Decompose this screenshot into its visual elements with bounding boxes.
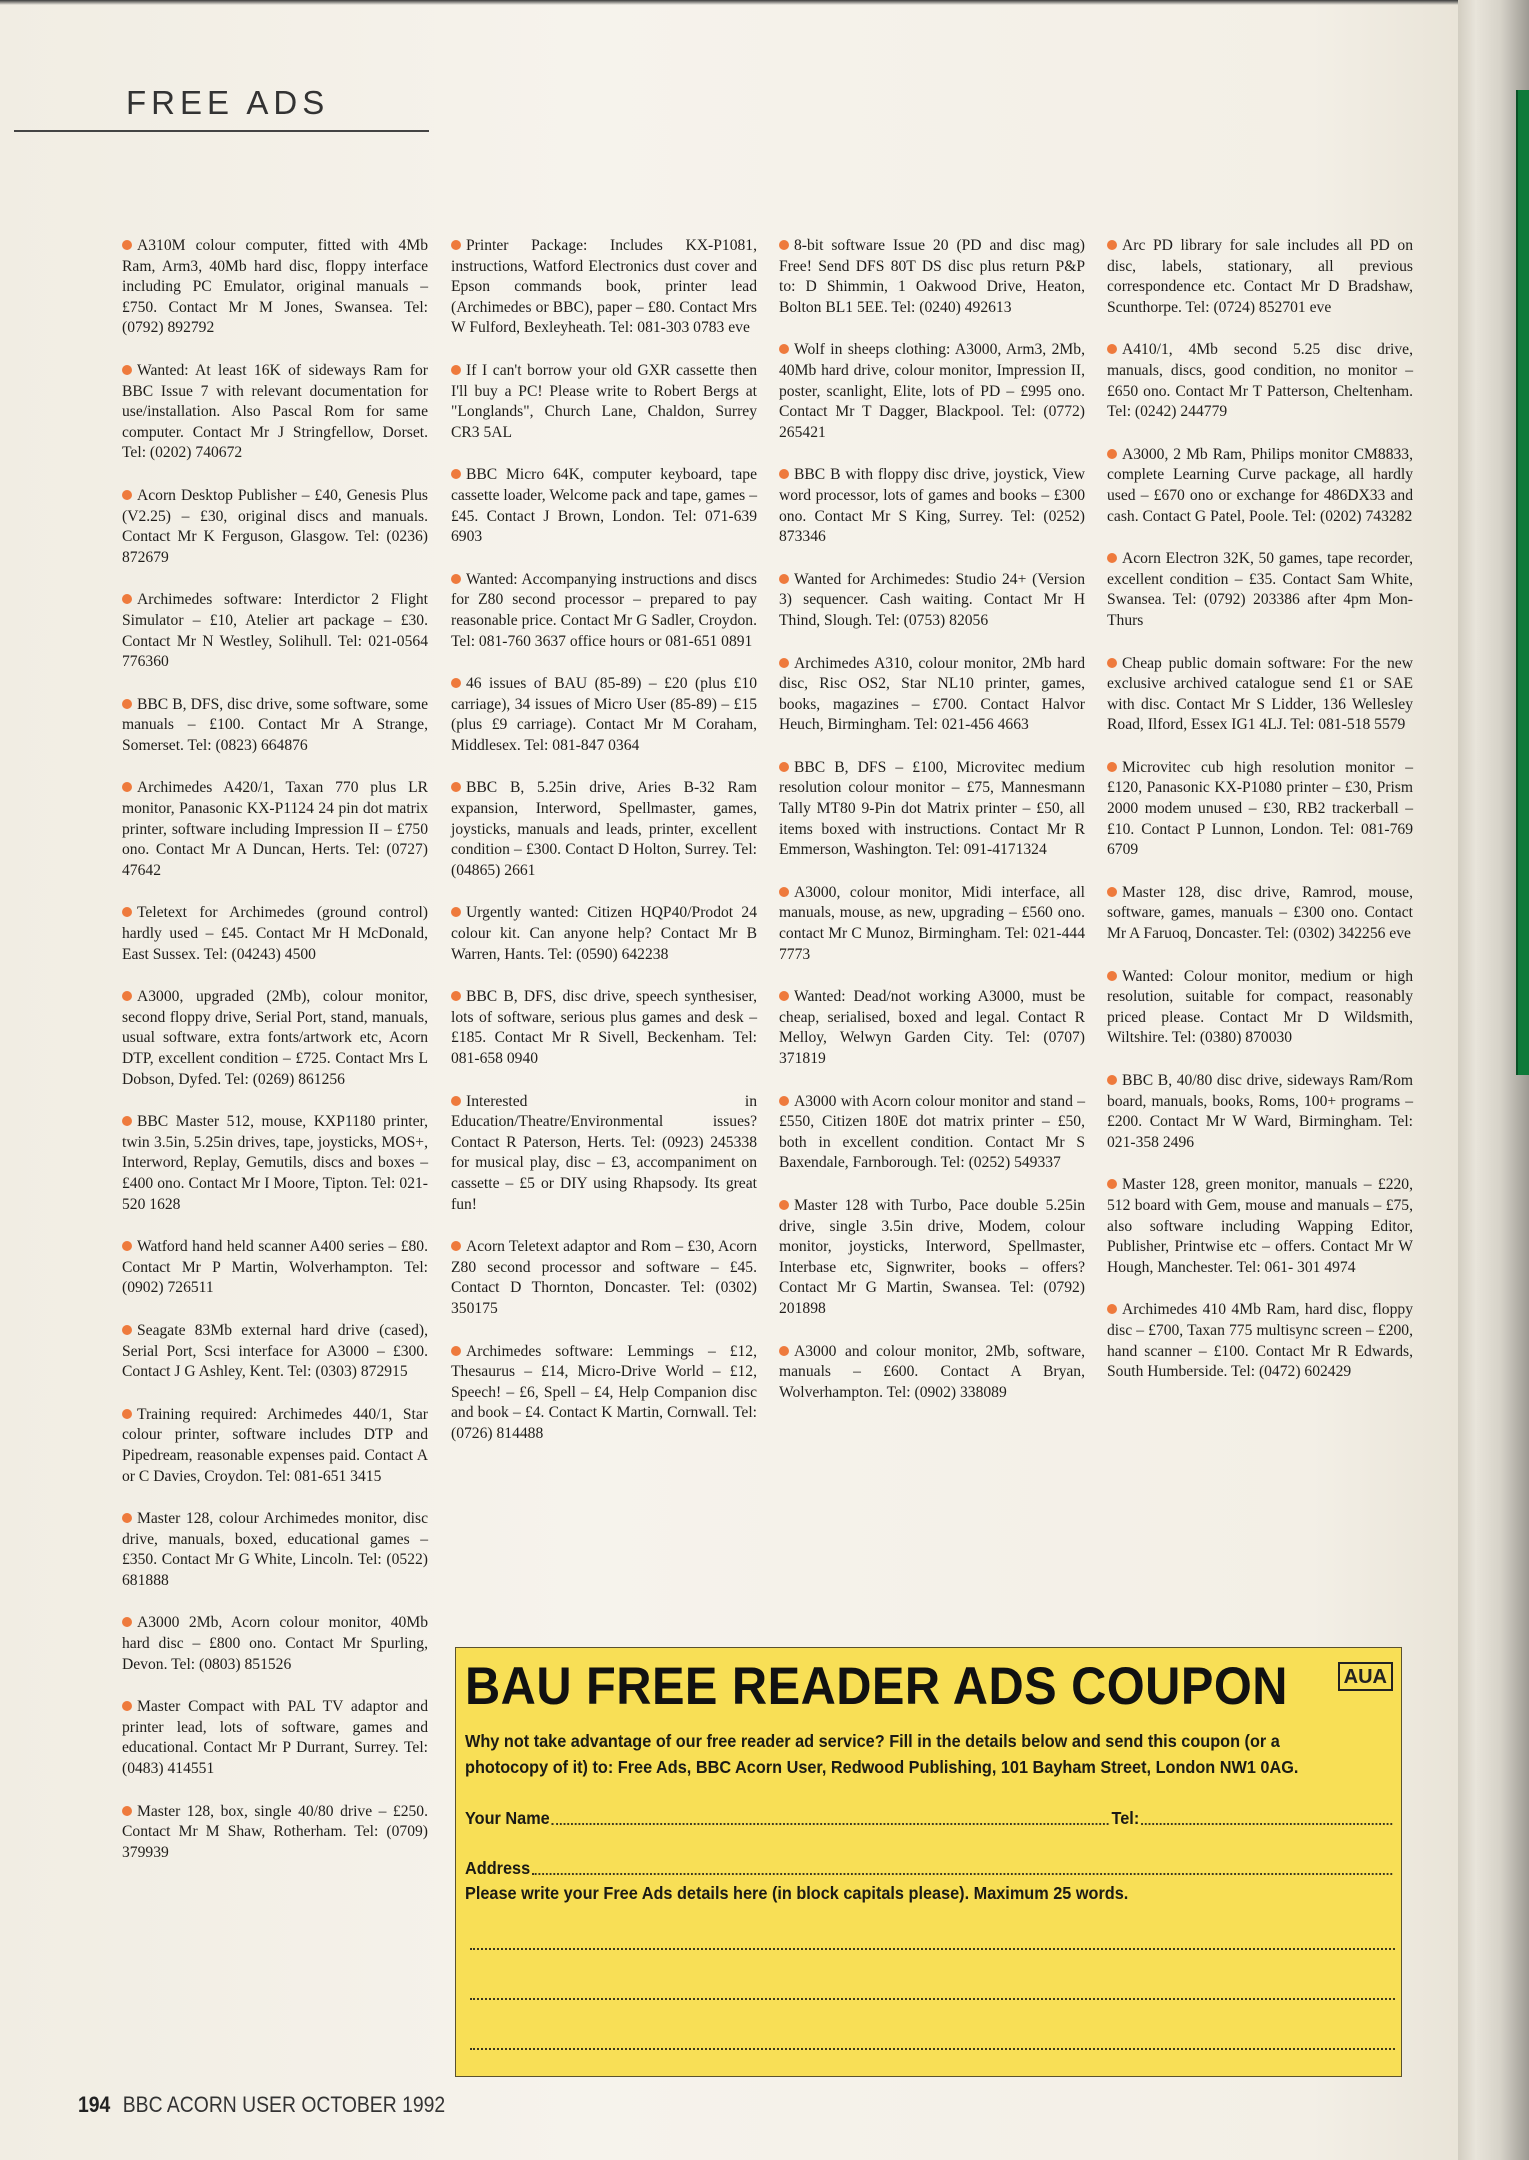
classified-ad — [779, 758, 1085, 861]
ad-text: Wolf in sheeps clothing: A3000, Arm3, 2Mb, 40Mb hard drive, colour monitor, Impression II, poster, scanlight, Elite, lots of PD – £995 ono. Contact Mr T Dagger, Blackpool. Tel: (0772) 265421 — [779, 341, 1085, 441]
ad-text: Wanted: At least 16K of sideways Ram for BBC Issue 7 with relevant documentation for use/installation. Also Pascal Rom for same computer. Contact Mr J Stringfellow, Dorset. Tel: (0202) 740672 — [122, 361, 428, 462]
coupon-instructions: Please write your Free Ads details here (in block capitals please). Maximum 25 words. — [465, 1883, 1129, 1903]
bullet-icon — [1107, 658, 1117, 668]
bullet-icon — [779, 574, 789, 584]
ad-text: A3000, 2 Mb Ram, Philips monitor CM8833, complete Learning Curve package, all hardly used – £670 ono or exchange for 486DX33 and cash. Contact G Patel, Poole. Tel: (0202) 743282 — [1107, 445, 1413, 525]
classified-ad — [779, 654, 1085, 736]
ad-text: Wanted: Colour monitor, medium or high resolution, suitable for compact, reasonably priced please. Contact Mr D Wildsmith, Wiltshire. Tel: (0380) 870030 — [1107, 967, 1413, 1047]
bullet-icon — [1107, 1304, 1117, 1314]
ad-text: BBC B, DFS, disc drive, speech synthesiser, lots of software, serious plus games and desk – £185. Contact Mr R Sivell, Beckenham. Tel: 081-658 0940 — [451, 988, 757, 1067]
ad-text: BBC Master 512, mouse, KXP1180 printer, twin 3.5in, 5.25in drives, tape, joysticks, MOS+, Interword, Replay, Gemutils, discs and boxes – £400 ono. Contact Mr I Moore, Tipton. Tel: 021-520 1628 — [122, 1113, 428, 1213]
coupon-intro: Why not take advantage of our free reader ad service? Fill in the details below and send this coupon (or a photocopy of it) to: Free Ads, BBC Acorn User, Redwood Publishing, 101 Bayham Street, London NW1 0AG. — [465, 1731, 1299, 1777]
bullet-icon — [451, 574, 461, 584]
ad-text: Archimedes software: Lemmings – £12, Thesaurus – £14, Micro-Drive World – £12, Speech! – £6, Spell – £4, Help Companion disc and book – £4. Contact K Martin, Cornwall. Tel: (0726) 814488 — [451, 1342, 757, 1442]
classified-ad — [779, 236, 1085, 318]
ad-text: Master 128, box, single 40/80 drive – £250. Contact Mr M Shaw, Rotherham. Tel: (0709) 379939 — [122, 1802, 428, 1861]
classified-ad — [1107, 758, 1413, 861]
address-label: Address — [465, 1858, 531, 1878]
bullet-icon — [451, 991, 461, 1001]
classified-ad — [779, 1092, 1085, 1174]
classified-ad — [451, 674, 757, 756]
bullet-icon — [122, 594, 132, 604]
classified-ad — [779, 1196, 1085, 1320]
classified-ad — [779, 883, 1085, 965]
classified-ad — [1107, 1300, 1413, 1382]
bullet-icon — [779, 1200, 789, 1210]
tel-label: Tel: — [1111, 1808, 1140, 1828]
ad-text: Microvitec cub high resolution monitor – £120, Panasonic KX-P1080 printer – £30, Prism 2000 modem unused – £30, RB2 trackerball – £10. Contact P Lunnon, London. Tel: 081-769 6709 — [1107, 758, 1413, 859]
classified-ad — [1107, 1175, 1413, 1278]
classified-ad — [122, 987, 428, 1090]
ad-text: A3000, colour monitor, Midi interface, all manuals, mouse, as new, upgrading – £560 ono. contact Mr C Munoz, Birmingham. Tel: 021-444 7773 — [779, 883, 1085, 963]
ads-column-3 — [779, 236, 1085, 1425]
bullet-icon — [122, 907, 132, 917]
ad-text: Seagate 83Mb external hard drive (cased), Serial Port, Scsi interface for A3000 – £300. Contact J G Ashley, Kent. Tel: (0303) 872915 — [122, 1321, 428, 1381]
ads-column-4 — [1107, 236, 1413, 1405]
classified-ad — [1107, 340, 1413, 422]
classified-ad — [122, 361, 428, 464]
page-footer — [78, 2092, 445, 2118]
classified-ad — [1107, 967, 1413, 1049]
bullet-icon — [1107, 449, 1117, 459]
bullet-icon — [451, 907, 461, 917]
ad-text: Archimedes software: Interdictor 2 Flight Simulator – £10, Atelier art package – £30. Contact Mr N Westley, Solihull. Tel: 021-0564 776360 — [122, 591, 428, 671]
ad-text: Archimedes 410 4Mb Ram, hard disc, floppy disc – £700, Taxan 775 multisync screen – £200, hand scanner – £100. Contact Mr R Edwards, South Humberside. Tel: (0472) 602429 — [1107, 1301, 1413, 1381]
bullet-icon — [1107, 553, 1117, 563]
classified-ad — [122, 903, 428, 965]
classified-ad — [779, 1342, 1085, 1404]
classified-ad — [1107, 1071, 1413, 1153]
bullet-icon — [451, 240, 461, 250]
ad-text: Master 128, green monitor, manuals – £220, 512 board with Gem, mouse and manuals – £75, also software including Wapping Editor, Publisher, Printwise etc – offers. Contact Mr W Hough, Manchester. Tel: 061- 301 4974 — [1107, 1176, 1413, 1276]
ad-text: BBC B, 40/80 disc drive, sideways Ram/Rom board, manuals, books, Roms, 100+ programs – £200. Contact Mr W Ward, Birmingham. Tel: 021-358 2496 — [1107, 1072, 1413, 1151]
name-field[interactable] — [552, 1811, 1109, 1825]
ad-text: A3000 and colour monitor, 2Mb, software, manuals – £600. Contact A Bryan, Wolverhampton. Tel: (0902) 338089 — [779, 1342, 1085, 1401]
page-number: 194 — [78, 2092, 111, 2117]
ad-text: Acorn Electron 32K, 50 games, tape recorder, excellent condition – £35. Contact Sam White, Swansea. Tel: (0792) 203386 after 4pm Mon-Thurs — [1107, 550, 1413, 629]
ad-text: A3000 2Mb, Acorn colour monitor, 40Mb hard disc – £800 ono. Contact Mr Spurling, Devon. Tel: (0803) 851526 — [122, 1614, 428, 1673]
classified-ad — [451, 570, 757, 652]
ad-text: Interested in Education/Theatre/Environmental issues? Contact R Paterson, Herts. Tel: (0923) 245338 for musical play, disc – £3, accompaniment on cassette – £5 or DIY using Rhapsody. Its great fun! — [451, 1092, 757, 1213]
classified-ad — [122, 1405, 428, 1487]
classified-ad — [1107, 549, 1413, 631]
ad-text: BBC B with floppy disc drive, joystick, View word processor, lots of games and books – £300 ono. Contact Mr S King, Surrey. Tel: (0252) 873346 — [779, 466, 1085, 546]
classified-ad — [122, 695, 428, 757]
classified-ad — [122, 1112, 428, 1215]
bullet-icon — [779, 991, 789, 1001]
bullet-icon — [122, 1806, 132, 1816]
bullet-icon — [122, 1513, 132, 1523]
ad-text-line-2[interactable] — [470, 1998, 1395, 2000]
ad-text: Watford hand held scanner A400 series – £80. Contact Mr P Martin, Wolverhampton. Tel: (0902) 726511 — [122, 1238, 428, 1297]
bullet-icon — [451, 1096, 461, 1106]
bullet-icon — [1107, 971, 1117, 981]
ad-text: Acorn Desktop Publisher – £40, Genesis Plus (V2.25) – £30, original discs and manuals. Contact Mr K Ferguson, Glasgow. Tel: (0236) 872679 — [122, 486, 428, 566]
bullet-icon — [451, 678, 461, 688]
ads-column-2 — [451, 236, 757, 1467]
bullet-icon — [779, 469, 789, 479]
classified-ad — [451, 903, 757, 965]
classified-ad — [122, 1237, 428, 1299]
classified-ad — [451, 778, 757, 881]
bullet-icon — [779, 1096, 789, 1106]
bullet-icon — [122, 699, 132, 709]
ad-text: BBC Micro 64K, computer keyboard, tape cassette loader, Welcome pack and tape, games – £45. Contact J Brown, London. Tel: 071-639 6903 — [451, 466, 757, 546]
ad-text: BBC B, DFS – £100, Microvitec medium resolution colour monitor – £75, Mannesmann Tally MT80 9-Pin dot Matrix printer – £50, all items boxed with instructions. Contact Mr R Emmerson, Washington. Tel: 091-4171324 — [779, 758, 1085, 859]
classified-ad — [451, 361, 757, 443]
ad-text: Printer Package: Includes KX-P1081, instructions, Watford Electronics dust cover and Epson commands book, printer lead (Archimedes or BBC), paper – £80. Contact Mrs W Fulford, Bexleyheath. Tel: 081-303 0783 eve — [451, 237, 757, 337]
classified-ad — [122, 486, 428, 568]
classified-ad — [779, 570, 1085, 632]
bullet-icon — [451, 782, 461, 792]
ads-column-1 — [122, 236, 428, 1885]
ad-text: Master Compact with PAL TV adaptor and printer lead, lots of software, games and educational. Contact Mr P Durrant, Surrey. Tel: (0483) 414551 — [122, 1698, 428, 1778]
bullet-icon — [1107, 1075, 1117, 1085]
classified-ad — [122, 778, 428, 881]
bullet-icon — [451, 1346, 461, 1356]
ad-text: Arc PD library for sale includes all PD on disc, labels, stationary, all previous correspondence etc. Contact Mr D Bradshaw, Scunthorpe. Tel: (0724) 852701 eve — [1107, 237, 1413, 316]
ad-text: 8-bit software Issue 20 (PD and disc mag) Free! Send DFS 80T DS disc plus return P&P to: D Shimmin, 1 Oakwood Drive, Heaton, Bolton BL1 5EE. Tel: (0240) 492613 — [779, 237, 1085, 316]
classified-ad — [451, 465, 757, 547]
bullet-icon — [122, 1325, 132, 1335]
ad-text-line-1[interactable] — [470, 1948, 1395, 1950]
ad-text: Cheap public domain software: For the new exclusive archived catalogue send £1 or SAE with disc. Contact Mr S Lidder, 136 Wellesley Road, Ilford, Essex IG1 4LJ. Tel: 081-518 5579 — [1107, 654, 1413, 734]
bullet-icon — [451, 1241, 461, 1251]
classified-ad — [1107, 654, 1413, 736]
ad-text: A310M colour computer, fitted with 4Mb Ram, Arm3, 40Mb hard disc, floppy interface including PC Emulator, original manuals – £750. Contact Mr M Jones, Swansea. Tel: (0792) 892792 — [122, 237, 428, 337]
bullet-icon — [451, 469, 461, 479]
classified-ad — [779, 340, 1085, 443]
ad-text: A3000, upgraded (2Mb), colour monitor, second floppy drive, Serial Port, stand, manuals, usual software, extra fonts/artwork etc, Acorn DTP, excellent condition – £725. Contact Mrs L Dobson, Dyfed. Tel: (0269) 861256 — [122, 988, 428, 1088]
bullet-icon — [122, 1116, 132, 1126]
publication-name: BBC ACORN USER OCTOBER 1992 — [122, 2092, 446, 2117]
classified-ad — [451, 987, 757, 1069]
classified-ad — [1107, 236, 1413, 318]
bullet-icon — [122, 1241, 132, 1251]
bullet-icon — [122, 365, 132, 375]
bullet-icon — [779, 240, 789, 250]
bullet-icon — [779, 658, 789, 668]
bullet-icon — [1107, 887, 1117, 897]
name-label: Your Name — [465, 1808, 550, 1828]
bullet-icon — [1107, 240, 1117, 250]
tel-field[interactable] — [1141, 1811, 1392, 1825]
classified-ad — [779, 465, 1085, 547]
ad-text: Acorn Teletext adaptor and Rom – £30, Acorn Z80 second processor and software – £45. Contact D Thornton, Doncaster. Tel: (0302) 350175 — [451, 1238, 757, 1317]
ad-text: Archimedes A310, colour monitor, 2Mb hard disc, Risc OS2, Star NL10 printer, games, books, magazines – £700. Contact Halvor Heuch, Birmingham. Tel: 021-456 4663 — [779, 654, 1085, 734]
bullet-icon — [779, 887, 789, 897]
ad-text: If I can't borrow your old GXR cassette then I'll buy a PC! Please write to Robert Bergs at "Longlands", Church Lane, Chaldon, Surrey CR3 5AL — [451, 361, 757, 441]
bullet-icon — [1107, 1179, 1117, 1189]
ad-text: Master 128 with Turbo, Pace double 5.25in drive, single 3.5in drive, Modem, colour monitor, joysticks, Interword, Spellmaster, Interbase etc, Signwriter, books – offers? Contact Mr G Martin, Swansea. Tel: (0792) 201898 — [779, 1196, 1085, 1317]
classified-ad — [779, 987, 1085, 1069]
page-top-shadow — [0, 0, 1458, 5]
ad-text: Wanted: Dead/not working A3000, must be cheap, serialised, boxed and legal. Contact R Melloy, Welwyn Garden City. Tel: (0707) 371819 — [779, 988, 1085, 1067]
classified-ad — [122, 1697, 428, 1779]
reader-ads-coupon — [455, 1647, 1402, 2077]
classified-ad — [451, 1237, 757, 1319]
classified-ad — [1107, 445, 1413, 527]
classified-ad — [1107, 883, 1413, 945]
bullet-icon — [122, 490, 132, 500]
classified-ad — [122, 1509, 428, 1591]
classified-ad — [451, 236, 757, 339]
next-page-edge — [1516, 90, 1529, 1075]
ad-text: Teletext for Archimedes (ground control) hardly used – £45. Contact Mr H McDonald, East Sussex. Tel: (04243) 4500 — [122, 904, 428, 963]
bullet-icon — [779, 762, 789, 772]
ad-text: Training required: Archimedes 440/1, Star colour printer, software includes DTP and Pipedream, reasonable expenses paid. Contact A or C Davies, Croydon. Tel: 081-651 3415 — [122, 1405, 428, 1485]
classified-ad — [122, 1613, 428, 1675]
aua-logo-badge: AUA — [1338, 1662, 1393, 1691]
ad-text: 46 issues of BAU (85-89) – £20 (plus £10 carriage), 34 issues of Micro User (85-89) – £15 (plus £9 carriage). Contact Mr M Coraham, Middlesex. Tel: 081-847 0364 — [451, 675, 757, 754]
bullet-icon — [1107, 344, 1117, 354]
ad-text: Urgently wanted: Citizen HQP40/Prodot 24 colour kit. Can anyone help? Contact Mr B Warren, Hants. Tel: (0590) 642238 — [451, 904, 757, 963]
classified-ad — [451, 1342, 757, 1445]
classified-ad — [122, 1321, 428, 1383]
bullet-icon — [122, 991, 132, 1001]
bullet-icon — [122, 1701, 132, 1711]
address-field[interactable] — [532, 1861, 1392, 1875]
bullet-icon — [779, 344, 789, 354]
ad-text: BBC B, 5.25in drive, Aries B-32 Ram expansion, Interword, Spellmaster, games, joysticks, manuals and leads, printer, excellent condition – £300. Contact D Holton, Surrey. Tel: (04865) 2661 — [451, 779, 757, 879]
address-row — [465, 1858, 1395, 1879]
section-title: FREE ADS — [126, 84, 330, 121]
ad-text: Wanted: Accompanying instructions and discs for Z80 second processor – prepared to pay reasonable price. Contact Mr G Sadler, Croydon. Tel: 081-760 3637 office hours or 081-651 0891 — [451, 570, 757, 650]
bullet-icon — [1107, 762, 1117, 772]
coupon-title: BAU FREE READER ADS COUPON — [465, 1657, 1288, 1716]
classified-ad — [122, 236, 428, 339]
bullet-icon — [779, 1346, 789, 1356]
classified-ad — [122, 1802, 428, 1864]
bullet-icon — [122, 240, 132, 250]
ad-text: Master 128, colour Archimedes monitor, disc drive, manuals, boxed, educational games – £350. Contact Mr G White, Lincoln. Tel: (0522) 681888 — [122, 1510, 428, 1589]
classified-ad — [451, 1092, 757, 1216]
ad-text: Wanted for Archimedes: Studio 24+ (Version 3) sequencer. Cash waiting. Contact Mr H Thind, Slough. Tel: (0753) 82056 — [779, 570, 1085, 629]
bullet-icon — [451, 365, 461, 375]
ad-text: Master 128, disc drive, Ramrod, mouse, software, games, manuals – £300 ono. Contact Mr A Faruoq, Doncaster. Tel: (0302) 342256 eve — [1107, 883, 1413, 943]
ad-text: BBC B, DFS, disc drive, some software, some manuals – £100. Contact Mr A Strange, Somerset. Tel: (0823) 664876 — [122, 695, 428, 754]
bullet-icon — [122, 782, 132, 792]
ad-text: A3000 with Acorn colour monitor and stand – £550, Citizen 180E dot matrix printer – £50, both in excellent condition. Contact Mr S Baxendale, Farnborough. Tel: (0252) 549337 — [779, 1092, 1085, 1172]
ad-text: A410/1, 4Mb second 5.25 disc drive, manuals, discs, good condition, no monitor – £650 ono. Contact Mr T Patterson, Cheltenham. Tel: (0242) 244779 — [1107, 341, 1413, 421]
bullet-icon — [122, 1617, 132, 1627]
ad-text: Archimedes A420/1, Taxan 770 plus LR monitor, Panasonic KX-P1124 24 pin dot matrix printer, software including Impression II – £750 ono. Contact Mr A Duncan, Herts. Tel: (0727) 47642 — [122, 779, 428, 879]
classified-ad — [122, 590, 428, 672]
section-title-rule — [14, 130, 429, 132]
name-tel-row — [465, 1808, 1395, 1829]
bullet-icon — [122, 1409, 132, 1419]
ad-text-line-3[interactable] — [470, 2048, 1395, 2050]
